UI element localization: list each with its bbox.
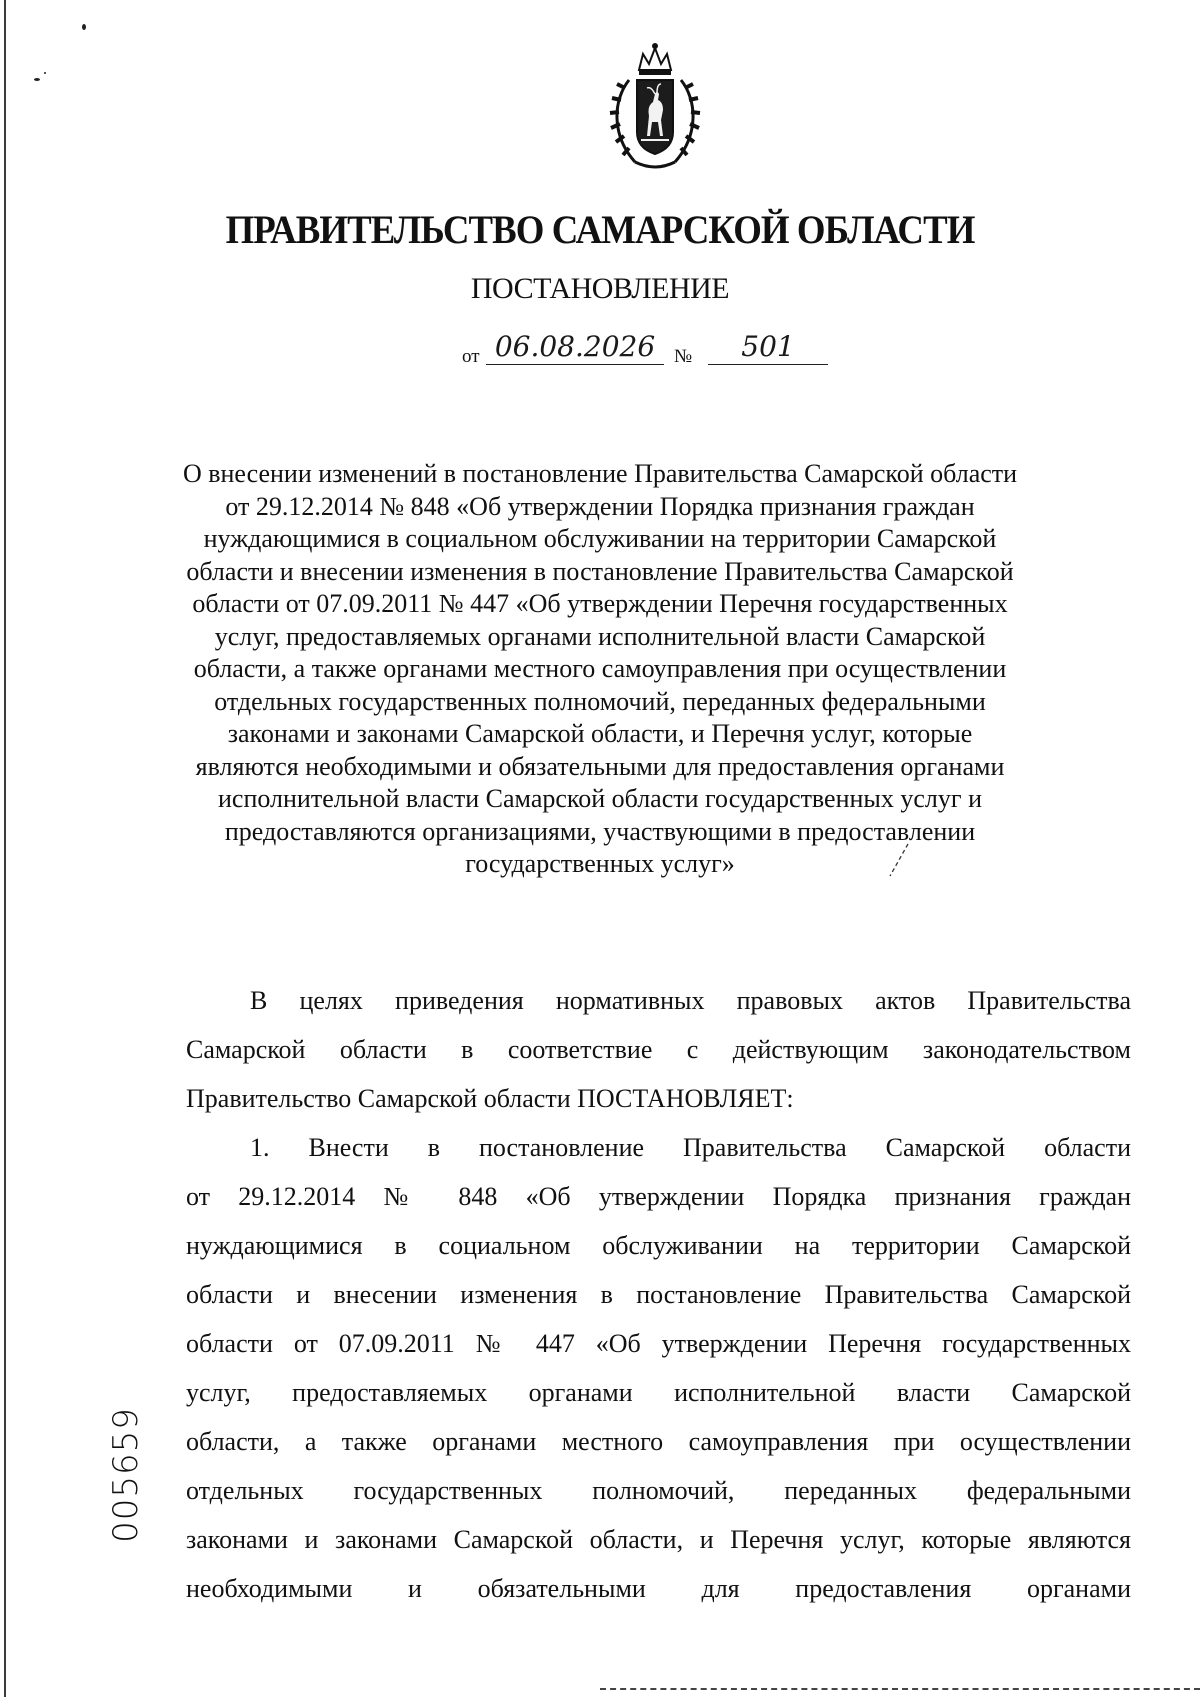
organization-heading: ПРАВИТЕЛЬСТВО САМАРСКОЙ ОБЛАСТИ [225,207,975,252]
margin-stamp-text: 005659 [106,1407,146,1543]
title-line: области, а также органами местного самоуправления при осуществлении [193,654,1007,683]
handwritten-number: 501 [708,330,828,365]
body-line: В целях приведения нормативных правовых актов Правительства [250,986,1131,1015]
title-line: от 29.12.2014 № 848 «Об утверждении Порядка признания граждан [225,491,975,521]
scan-bottom-dashes [600,1688,1200,1690]
body-line: 1. Внести в постановление Правительства Самарской области [250,1133,1131,1162]
title-line: нуждающимися в социальном обслуживании на территории Самарской [203,524,997,553]
document-body [186,976,1131,1613]
margin-stamp-number [96,1407,156,1543]
body-line: услуг, предоставляемых органами исполнительной власти Самарской [186,1378,1131,1407]
date-number-line [462,330,862,370]
body-line: области от 07.09.2011 № 447 «Об утверждении Перечня государственных [186,1329,1131,1358]
scan-edge-line [4,0,6,1697]
body-line: нуждающимися в социальном обслуживании на территории Самарской [186,1231,1131,1260]
document-title [180,458,1020,881]
title-line: являются необходимыми и обязательными для предоставления органами [195,751,1005,781]
scan-speck [44,72,46,74]
body-line: отдельных государственных полномочий, переданных федеральными [186,1476,1131,1505]
body-line: законами и законами Самарской области, и Перечня услуг, которые являются [186,1525,1131,1554]
document-type: ПОСТАНОВЛЕНИЕ [470,272,730,305]
scan-speck [82,24,86,30]
samara-coat-of-arms-icon [595,40,715,175]
body-line: Правительство Самарской области ПОСТАНОВЛЯЕТ: [186,1084,794,1113]
body-line: области, а также органами местного самоуправления при осуществлении [186,1427,1131,1456]
handwritten-date: 06.08.2026 [486,330,664,365]
title-line: области от 07.09.2011 № 447 «Об утверждении Перечня государственных [192,589,1008,618]
title-line: исполнительной власти Самарской области государственных услуг и [218,784,982,813]
body-line: области и внесении изменения в постановление Правительства Самарской [186,1280,1131,1309]
title-line: законами и законами Самарской области, и Перечня услуг, которые [227,719,973,748]
date-prefix: от [462,346,480,367]
title-line: отдельных государственных полномочий, переданных федеральными [214,686,986,716]
pen-mark [884,840,914,880]
body-line: от 29.12.2014 № 848 «Об утверждении Порядка признания граждан [186,1182,1131,1211]
title-line: области и внесении изменения в постановление Правительства Самарской [186,556,1014,586]
number-prefix: № [674,346,693,367]
scan-speck [34,78,40,81]
body-line: Самарской области в соответствие с действующим законодательством [186,1035,1131,1064]
title-line: услуг, предоставляемых органами исполнительной власти Самарской [214,621,986,651]
title-line: предоставляются организациями, участвующими в предоставлении [224,816,976,846]
body-line: необходимыми и обязательными для предоставления органами [186,1574,1131,1603]
title-line: государственных услуг» [465,849,735,878]
title-line: О внесении изменений в постановление Правительства Самарской области [182,459,1018,488]
